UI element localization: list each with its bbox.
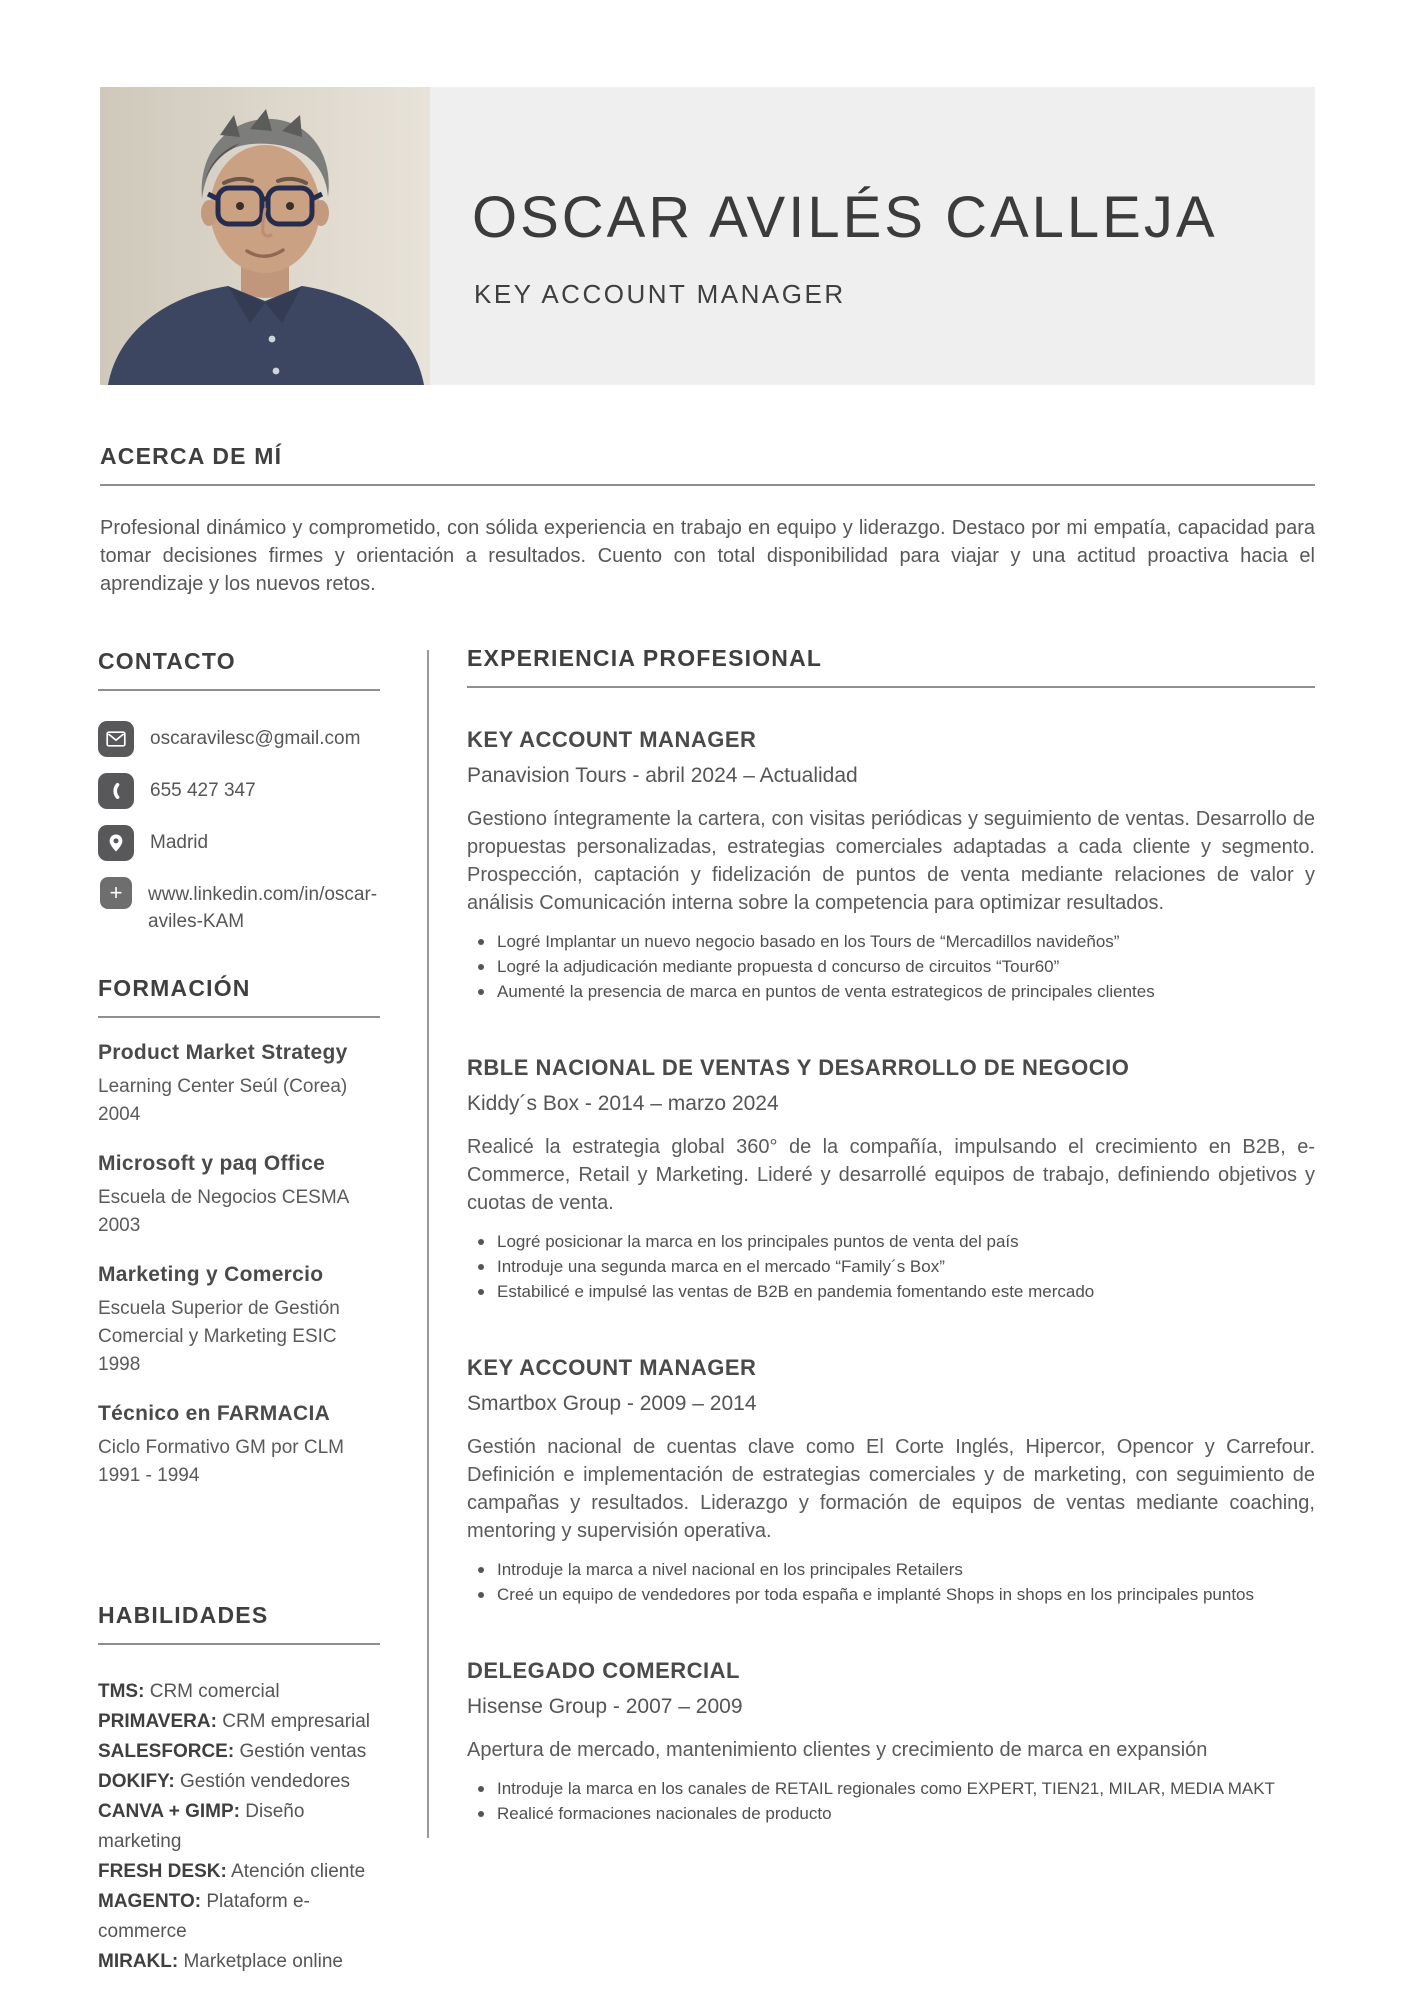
contact-heading: CONTACTO (98, 648, 236, 674)
job-bullet: Logré Implantar un nuevo negocio basado en los Tours de “Mercadillos navideños” (467, 929, 1315, 954)
person-name: OSCAR AVILÉS CALLEJA (472, 185, 1218, 250)
job-company: Hisense Group - 2007 – 2009 (467, 1695, 743, 1718)
education-entry (98, 1151, 380, 1240)
job-company: Panavision Tours - abril 2024 – Actualidad (467, 764, 858, 787)
skills-section (98, 1602, 380, 1977)
skill-desc: Marketplace online (183, 1951, 343, 1972)
job-bullet: Introduje la marca a nivel nacional en los principales Retailers (467, 1557, 1315, 1582)
job-entry (467, 1657, 1315, 1826)
column-divider (427, 650, 429, 1838)
contact-location-text: Madrid (150, 832, 209, 853)
education-rule (98, 1016, 380, 1018)
skills-rule (98, 1643, 380, 1645)
contact-item-location (98, 825, 380, 861)
skill-item (98, 1887, 380, 1947)
skill-item (98, 1947, 380, 1977)
about-text: Profesional dinámico y comprometido, con sólida experiencia en trabajo en equipo y liderazgo. Destaco por mi empatía, capacidad para tomar decisiones firmes y orientación a resultados. Cuento con total disponibilidad para viajar y una actitud proactiva hacia el aprendizaje y los nuevos retos. (100, 517, 1315, 595)
job-company: Kiddy´s Box - 2014 – marzo 2024 (467, 1092, 779, 1115)
job-bullets (467, 929, 1315, 1004)
education-title: Técnico en FARMACIA (98, 1402, 331, 1425)
job-bullet: Introduje la marca en los canales de RETAIL regionales como EXPERT, TIEN21, MILAR, MEDIA MAKT (467, 1776, 1315, 1801)
education-section (98, 975, 380, 1490)
contact-rule (98, 689, 380, 691)
skill-desc: CRM empresarial (222, 1711, 371, 1732)
skill-label: DOKIFY: (98, 1771, 175, 1792)
email-icon (98, 721, 134, 757)
contact-phone-text: 655 427 347 (150, 780, 256, 801)
job-entry (467, 1054, 1315, 1304)
education-title: Microsoft y paq Office (98, 1152, 326, 1175)
skill-desc: Plataform e-commerce (98, 1891, 310, 1942)
education-school: Escuela Superior de Gestión Comercial y Marketing ESIC (98, 1298, 340, 1347)
job-bullet: Creé un equipo de vendedores por toda españa e implanté Shops in shops en los principales puntos (467, 1582, 1315, 1607)
skill-desc: Diseño marketing (98, 1801, 305, 1852)
skill-label: MIRAKL: (98, 1951, 179, 1972)
skill-label: MAGENTO: (98, 1891, 202, 1912)
skill-desc: Gestión vendedores (179, 1771, 351, 1792)
skill-label: SALESFORCE: (98, 1741, 235, 1762)
skill-desc: Atención cliente (231, 1861, 366, 1882)
job-title: DELEGADO COMERCIAL (467, 1658, 740, 1683)
phone-icon (98, 773, 134, 809)
skill-item (98, 1707, 380, 1737)
left-column (98, 648, 380, 1977)
contact-linkedin-text: www.linkedin.com/in/oscar-aviles-KAM (148, 884, 378, 932)
about-heading: ACERCA DE MÍ (100, 443, 283, 469)
contact-section (98, 648, 380, 935)
experience-heading: EXPERIENCIA PROFESIONAL (467, 645, 823, 671)
skill-label: CANVA + GIMP: (98, 1801, 240, 1822)
skill-desc: CRM comercial (149, 1681, 280, 1702)
education-school: Ciclo Formativo GM por CLM (98, 1437, 344, 1458)
skill-item (98, 1737, 380, 1767)
experience-section (467, 645, 1315, 1826)
skill-item (98, 1677, 380, 1707)
job-bullet: Logré posicionar la marca en los principales puntos de venta del país (467, 1229, 1315, 1254)
education-school: Escuela de Negocios CESMA (98, 1187, 350, 1208)
job-summary: Realicé la estrategia global 360° de la compañía, impulsando el crecimiento en B2B, e-Commerce, Retail y Marketing. Lideré y desarrollé equipos de trabajo, definiendo objetivos y cuotas de venta. (467, 1136, 1315, 1214)
job-bullet: Aumenté la presencia de marca en puntos de venta estrategicos de principales clientes (467, 979, 1315, 1004)
skills-heading: HABILIDADES (98, 1602, 269, 1628)
education-entry (98, 1040, 380, 1129)
skill-item (98, 1857, 380, 1887)
job-bullets (467, 1229, 1315, 1304)
job-summary: Apertura de mercado, mantenimiento clientes y crecimiento de marca en expansión (467, 1739, 1208, 1761)
skill-item (98, 1797, 380, 1857)
job-bullet: Introduje una segunda marca en el mercado “Family´s Box” (467, 1254, 1315, 1279)
about-rule (100, 484, 1315, 486)
profile-photo-illustration (100, 87, 430, 385)
experience-rule (467, 686, 1315, 688)
skill-label: TMS: (98, 1681, 145, 1702)
education-title: Marketing y Comercio (98, 1263, 324, 1286)
job-bullet: Estabilicé e impulsé las ventas de B2B en pandemia fomentando este mercado (467, 1279, 1315, 1304)
profile-photo (100, 87, 430, 385)
skill-label: PRIMAVERA: (98, 1711, 217, 1732)
skill-desc: Gestión ventas (239, 1741, 367, 1762)
job-entry (467, 726, 1315, 1004)
education-year: 1998 (98, 1354, 141, 1375)
contact-item-email (98, 721, 380, 757)
skill-label: FRESH DESK: (98, 1861, 227, 1882)
job-title: RBLE NACIONAL DE VENTAS Y DESARROLLO DE NEGOCIO (467, 1055, 1130, 1080)
job-title: KEY ACCOUNT MANAGER (467, 727, 757, 752)
job-bullet: Realicé formaciones nacionales de producto (467, 1801, 1315, 1826)
job-entry (467, 1354, 1315, 1607)
education-year: 2003 (98, 1215, 141, 1236)
education-title: Product Market Strategy (98, 1041, 348, 1064)
education-year: 2004 (98, 1104, 141, 1125)
header-band (430, 87, 1315, 385)
job-bullets (467, 1557, 1315, 1607)
about-section (100, 443, 1315, 598)
contact-item-linkedin (98, 877, 380, 935)
contact-email-text: oscaravilesc@gmail.com (150, 728, 361, 749)
education-year: 1991 - 1994 (98, 1465, 200, 1486)
education-entry (98, 1262, 380, 1379)
person-role: KEY ACCOUNT MANAGER (474, 279, 846, 309)
linkedin-icon: + (100, 877, 132, 909)
contact-item-phone (98, 773, 380, 809)
job-bullet: Logré la adjudicación mediante propuesta d concurso de circuitos “Tour60” (467, 954, 1315, 979)
education-school: Learning Center Seúl (Corea) (98, 1076, 348, 1097)
job-title: KEY ACCOUNT MANAGER (467, 1355, 757, 1380)
job-company: Smartbox Group - 2009 – 2014 (467, 1392, 757, 1415)
job-summary: Gestiono íntegramente la cartera, con visitas periódicas y seguimiento de ventas. Desarrollo de propuestas personalizadas, estrategias comerciales adaptadas a cada cliente y segmento. Prospección, captación y fidelización de puntos de venta mediante relaciones de valor y análisis Comunicación interna sobre la competencia para optimizar resultados. (467, 808, 1315, 914)
location-icon (98, 825, 134, 861)
education-entry (98, 1401, 380, 1490)
job-bullets (467, 1776, 1315, 1826)
skill-item (98, 1767, 380, 1797)
education-heading: FORMACIÓN (98, 975, 251, 1001)
job-summary: Gestión nacional de cuentas clave como El Corte Inglés, Hipercor, Opencor y Carrefour. Definición e implementación de estrategias comerciales y de marketing, con seguimiento de campañas y resultados. Liderazgo y formación de equipos de ventas mediante coaching, mentoring y supervisión operativa. (467, 1436, 1315, 1542)
